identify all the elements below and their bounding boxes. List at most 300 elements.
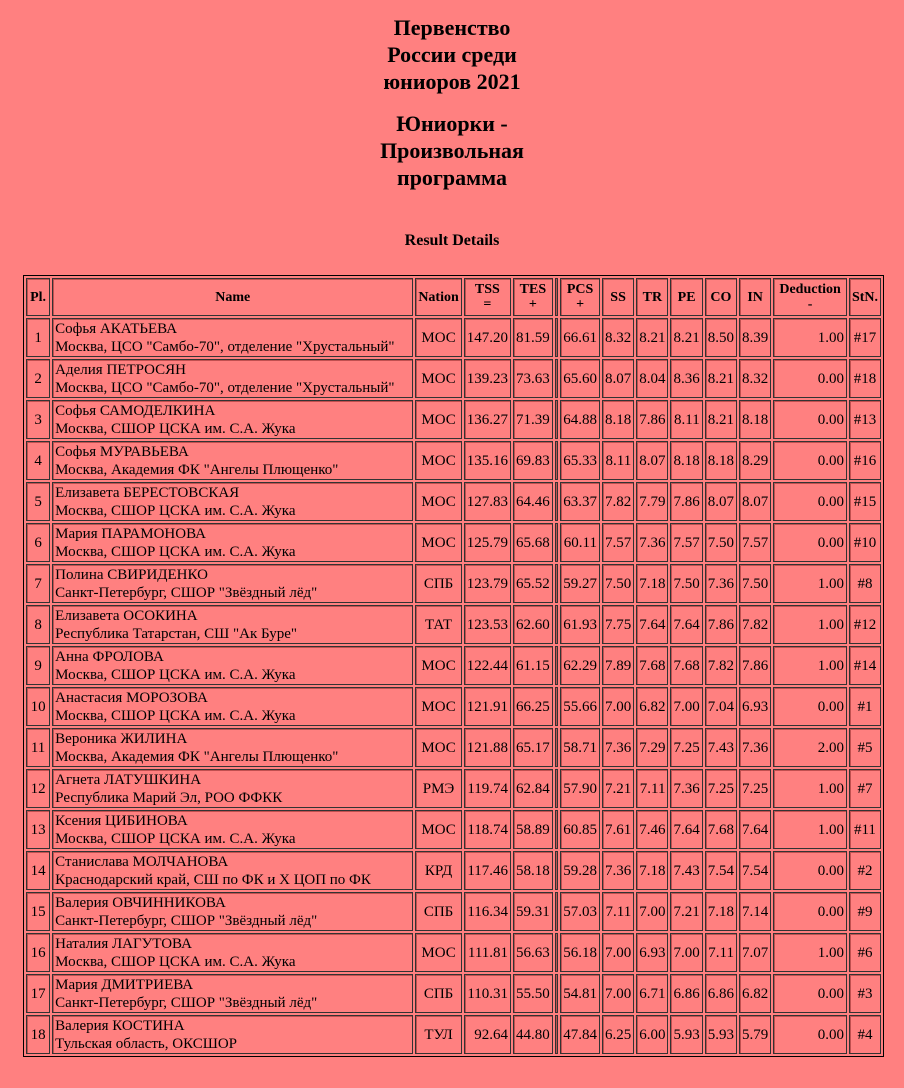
skater-cell [52, 441, 413, 480]
deduction-cell: 1.00 [773, 318, 847, 357]
deduction-cell: 1.00 [773, 810, 847, 849]
col-name: Name [52, 278, 413, 316]
tr-cell: 6.93 [636, 933, 668, 972]
table-row [26, 769, 881, 808]
spacer-cell [555, 687, 558, 726]
deduction-cell: 2.00 [773, 728, 847, 767]
tes-cell: 59.31 [513, 892, 553, 931]
tr-cell: 7.18 [636, 564, 668, 603]
in-cell: 7.54 [739, 851, 771, 890]
results-table [23, 275, 884, 1057]
spacer-cell [555, 523, 558, 562]
tr-cell: 7.29 [636, 728, 668, 767]
tes-cell: 58.18 [513, 851, 553, 890]
pcs-cell: 60.85 [560, 810, 600, 849]
pcs-cell: 47.84 [560, 1015, 600, 1054]
col-stn: StN. [849, 278, 881, 316]
co-cell: 7.18 [705, 892, 737, 931]
nation-cell: МОС [415, 482, 461, 521]
col-nation: Nation [415, 278, 461, 316]
skater-name: Наталия ЛАГУТОВА [55, 935, 192, 952]
table-row [26, 400, 881, 439]
in-cell: 7.14 [739, 892, 771, 931]
spacer-cell [555, 318, 558, 357]
spacer-cell [555, 1015, 558, 1054]
pe-cell: 7.43 [670, 851, 702, 890]
co-cell: 6.86 [705, 974, 737, 1013]
pcs-cell: 65.33 [560, 441, 600, 480]
skater-cell [52, 687, 413, 726]
tes-cell: 62.60 [513, 605, 553, 644]
pcs-cell: 55.66 [560, 687, 600, 726]
skater-club: Москва, Академия ФК "Ангелы Плющенко" [55, 461, 339, 478]
nation-cell: МОС [415, 933, 461, 972]
tss-cell: 92.64 [464, 1015, 511, 1054]
tes-cell: 73.63 [513, 359, 553, 398]
place-cell: 18 [26, 1015, 50, 1054]
tes-cell: 65.68 [513, 523, 553, 562]
spacer-cell [555, 851, 558, 890]
nation-cell: КРД [415, 851, 461, 890]
pe-cell: 7.64 [670, 605, 702, 644]
start-number-cell: #6 [849, 933, 881, 972]
spacer-cell [555, 728, 558, 767]
nation-cell: МОС [415, 441, 461, 480]
in-cell: 6.93 [739, 687, 771, 726]
tr-cell: 7.86 [636, 400, 668, 439]
nation-cell: МОС [415, 728, 461, 767]
skater-cell [52, 605, 413, 644]
place-cell: 14 [26, 851, 50, 890]
skater-club: Москва, ЦСО "Самбо-70", отделение "Хрустальный" [55, 338, 395, 355]
deduction-cell: 0.00 [773, 400, 847, 439]
start-number-cell: #16 [849, 441, 881, 480]
spacer-cell [555, 646, 558, 685]
pe-cell: 7.21 [670, 892, 702, 931]
in-cell: 5.79 [739, 1015, 771, 1054]
col-deduction: Deduction - [773, 278, 847, 316]
pcs-cell: 60.11 [560, 523, 600, 562]
tss-cell: 116.34 [464, 892, 511, 931]
in-cell: 8.07 [739, 482, 771, 521]
segment-title: Юниорки - Произвольная программа [380, 111, 524, 190]
nation-cell: МОС [415, 687, 461, 726]
skater-cell [52, 974, 413, 1013]
tr-cell: 7.79 [636, 482, 668, 521]
co-cell: 8.18 [705, 441, 737, 480]
skater-name: Мария ПАРАМОНОВА [55, 525, 206, 542]
pcs-cell: 59.28 [560, 851, 600, 890]
nation-cell: РМЭ [415, 769, 461, 808]
skater-name: Вероника ЖИЛИНА [55, 730, 188, 747]
place-cell: 5 [26, 482, 50, 521]
nation-cell: СПБ [415, 564, 461, 603]
table-row [26, 564, 881, 603]
skater-cell [52, 646, 413, 685]
co-cell: 7.50 [705, 523, 737, 562]
tr-cell: 7.64 [636, 605, 668, 644]
start-number-cell: #3 [849, 974, 881, 1013]
col-co: CO [705, 278, 737, 316]
deduction-cell: 0.00 [773, 1015, 847, 1054]
skater-cell [52, 810, 413, 849]
pe-cell: 8.36 [670, 359, 702, 398]
ss-cell: 8.07 [602, 359, 634, 398]
nation-cell: МОС [415, 646, 461, 685]
tss-cell: 111.81 [464, 933, 511, 972]
ss-cell: 8.18 [602, 400, 634, 439]
tes-cell: 62.84 [513, 769, 553, 808]
ss-cell: 7.21 [602, 769, 634, 808]
skater-cell [52, 400, 413, 439]
pe-cell: 5.93 [670, 1015, 702, 1054]
skater-club: Москва, ЦСО "Самбо-70", отделение "Хрустальный" [55, 379, 395, 396]
tes-cell: 81.59 [513, 318, 553, 357]
tr-cell: 7.68 [636, 646, 668, 685]
tss-cell: 135.16 [464, 441, 511, 480]
start-number-cell: #12 [849, 605, 881, 644]
skater-name: Валерия КОСТИНА [55, 1017, 185, 1034]
table-row [26, 1015, 881, 1054]
place-cell: 8 [26, 605, 50, 644]
deduction-cell: 0.00 [773, 974, 847, 1013]
place-cell: 6 [26, 523, 50, 562]
pcs-cell: 63.37 [560, 482, 600, 521]
ss-cell: 7.36 [602, 728, 634, 767]
pe-cell: 7.64 [670, 810, 702, 849]
place-cell: 2 [26, 359, 50, 398]
skater-club: Москва, Академия ФК "Ангелы Плющенко" [55, 748, 339, 765]
co-cell: 7.04 [705, 687, 737, 726]
skater-club: Республика Татарстан, СШ "Ак Буре" [55, 625, 298, 642]
tes-cell: 65.52 [513, 564, 553, 603]
table-row [26, 728, 881, 767]
tss-cell: 121.88 [464, 728, 511, 767]
co-cell: 7.54 [705, 851, 737, 890]
ss-cell: 8.32 [602, 318, 634, 357]
skater-name: Станислава МОЛЧАНОВА [55, 853, 229, 870]
deduction-cell: 0.00 [773, 441, 847, 480]
skater-club: Москва, СШОР ЦСКА им. С.А. Жука [55, 707, 296, 724]
start-number-cell: #17 [849, 318, 881, 357]
place-cell: 10 [26, 687, 50, 726]
tes-cell: 66.25 [513, 687, 553, 726]
place-cell: 1 [26, 318, 50, 357]
skater-club: Краснодарский край, СШ по ФК и Х ЦОП по ФК [55, 871, 371, 888]
tes-cell: 71.39 [513, 400, 553, 439]
pe-cell: 8.11 [670, 400, 702, 439]
ss-cell: 7.36 [602, 851, 634, 890]
pe-cell: 7.00 [670, 933, 702, 972]
place-cell: 7 [26, 564, 50, 603]
pe-cell: 7.00 [670, 687, 702, 726]
skater-club: Москва, СШОР ЦСКА им. С.А. Жука [55, 666, 296, 683]
deduction-cell: 0.00 [773, 687, 847, 726]
col-spacer [555, 278, 558, 316]
ss-cell: 7.61 [602, 810, 634, 849]
ss-cell: 7.50 [602, 564, 634, 603]
tss-cell: 123.79 [464, 564, 511, 603]
table-row [26, 933, 881, 972]
pcs-cell: 66.61 [560, 318, 600, 357]
skater-name: Полина СВИРИДЕНКО [55, 566, 208, 583]
skater-name: Агнета ЛАТУШКИНА [55, 771, 202, 788]
table-row [26, 974, 881, 1013]
pcs-cell: 64.88 [560, 400, 600, 439]
place-cell: 3 [26, 400, 50, 439]
co-cell: 7.11 [705, 933, 737, 972]
skater-name: Елизавета БЕРЕСТОВСКАЯ [55, 484, 240, 501]
start-number-cell: #14 [849, 646, 881, 685]
tss-cell: 119.74 [464, 769, 511, 808]
skater-cell [52, 564, 413, 603]
page-header [0, 14, 904, 251]
spacer-cell [555, 974, 558, 1013]
skater-name: Софья САМОДЕЛКИНА [55, 402, 216, 419]
tr-cell: 8.04 [636, 359, 668, 398]
nation-cell: МОС [415, 359, 461, 398]
tss-cell: 147.20 [464, 318, 511, 357]
nation-cell: МОС [415, 810, 461, 849]
in-cell: 7.07 [739, 933, 771, 972]
col-pl: Pl. [26, 278, 50, 316]
nation-cell: МОС [415, 523, 461, 562]
in-cell: 8.18 [739, 400, 771, 439]
pe-cell: 7.36 [670, 769, 702, 808]
col-in: IN [739, 278, 771, 316]
skater-name: Софья АКАТЬЕВА [55, 320, 178, 337]
table-row [26, 482, 881, 521]
pe-cell: 7.86 [670, 482, 702, 521]
skater-club: Москва, СШОР ЦСКА им. С.А. Жука [55, 420, 296, 437]
deduction-cell: 1.00 [773, 646, 847, 685]
skater-cell [52, 523, 413, 562]
in-cell: 8.39 [739, 318, 771, 357]
pcs-cell: 56.18 [560, 933, 600, 972]
place-cell: 11 [26, 728, 50, 767]
section-title: Result Details [404, 232, 500, 249]
col-tes: TES + [513, 278, 553, 316]
tss-cell: 117.46 [464, 851, 511, 890]
co-cell: 7.25 [705, 769, 737, 808]
place-cell: 15 [26, 892, 50, 931]
table-row [26, 851, 881, 890]
deduction-cell: 1.00 [773, 769, 847, 808]
skater-club: Санкт-Петербург, СШОР "Звёздный лёд" [55, 584, 318, 601]
skater-club: Москва, СШОР ЦСКА им. С.А. Жука [55, 502, 296, 519]
spacer-cell [555, 482, 558, 521]
place-cell: 13 [26, 810, 50, 849]
co-cell: 8.50 [705, 318, 737, 357]
spacer-cell [555, 564, 558, 603]
tes-cell: 58.89 [513, 810, 553, 849]
tes-cell: 44.80 [513, 1015, 553, 1054]
ss-cell: 7.89 [602, 646, 634, 685]
nation-cell: МОС [415, 400, 461, 439]
start-number-cell: #1 [849, 687, 881, 726]
skater-name: Анна ФРОЛОВА [55, 648, 164, 665]
co-cell: 7.82 [705, 646, 737, 685]
tss-cell: 136.27 [464, 400, 511, 439]
spacer-cell [555, 359, 558, 398]
in-cell: 7.57 [739, 523, 771, 562]
skater-cell [52, 933, 413, 972]
skater-cell [52, 851, 413, 890]
ss-cell: 6.25 [602, 1015, 634, 1054]
tes-cell: 61.15 [513, 646, 553, 685]
pe-cell: 7.25 [670, 728, 702, 767]
pe-cell: 8.21 [670, 318, 702, 357]
skater-cell [52, 892, 413, 931]
start-number-cell: #8 [849, 564, 881, 603]
pe-cell: 7.68 [670, 646, 702, 685]
table-row [26, 687, 881, 726]
results-body [26, 318, 881, 1054]
ss-cell: 7.00 [602, 933, 634, 972]
tr-cell: 6.71 [636, 974, 668, 1013]
tr-cell: 8.07 [636, 441, 668, 480]
deduction-cell: 0.00 [773, 359, 847, 398]
start-number-cell: #10 [849, 523, 881, 562]
tes-cell: 69.83 [513, 441, 553, 480]
deduction-cell: 1.00 [773, 605, 847, 644]
co-cell: 7.43 [705, 728, 737, 767]
place-cell: 9 [26, 646, 50, 685]
col-pe: PE [670, 278, 702, 316]
tr-cell: 6.00 [636, 1015, 668, 1054]
tes-cell: 56.63 [513, 933, 553, 972]
deduction-cell: 0.00 [773, 851, 847, 890]
start-number-cell: #4 [849, 1015, 881, 1054]
in-cell: 7.86 [739, 646, 771, 685]
table-row [26, 810, 881, 849]
tr-cell: 6.82 [636, 687, 668, 726]
tr-cell: 7.18 [636, 851, 668, 890]
pe-cell: 8.18 [670, 441, 702, 480]
spacer-cell [555, 400, 558, 439]
col-tss: TSS = [464, 278, 511, 316]
tr-cell: 7.00 [636, 892, 668, 931]
ss-cell: 7.75 [602, 605, 634, 644]
tss-cell: 118.74 [464, 810, 511, 849]
tss-cell: 127.83 [464, 482, 511, 521]
deduction-cell: 0.00 [773, 892, 847, 931]
ss-cell: 8.11 [602, 441, 634, 480]
tss-cell: 139.23 [464, 359, 511, 398]
tr-cell: 7.46 [636, 810, 668, 849]
event-title: Первенство России среди юниоров 2021 [383, 15, 521, 94]
table-row [26, 523, 881, 562]
start-number-cell: #18 [849, 359, 881, 398]
deduction-cell: 1.00 [773, 564, 847, 603]
place-cell: 16 [26, 933, 50, 972]
spacer-cell [555, 892, 558, 931]
in-cell: 6.82 [739, 974, 771, 1013]
pcs-cell: 57.90 [560, 769, 600, 808]
spacer-cell [555, 810, 558, 849]
nation-cell: ТУЛ [415, 1015, 461, 1054]
skater-club: Санкт-Петербург, СШОР "Звёздный лёд" [55, 994, 318, 1011]
skater-cell [52, 482, 413, 521]
ss-cell: 7.82 [602, 482, 634, 521]
in-cell: 7.25 [739, 769, 771, 808]
skater-club: Москва, СШОР ЦСКА им. С.А. Жука [55, 953, 296, 970]
col-ss: SS [602, 278, 634, 316]
col-pcs: PCS + [560, 278, 600, 316]
pcs-cell: 58.71 [560, 728, 600, 767]
skater-club: Республика Марий Эл, РОО ФФКК [55, 789, 283, 806]
skater-cell [52, 359, 413, 398]
table-row [26, 441, 881, 480]
tr-cell: 7.11 [636, 769, 668, 808]
tr-cell: 7.36 [636, 523, 668, 562]
co-cell: 7.36 [705, 564, 737, 603]
table-row [26, 605, 881, 644]
skater-cell [52, 728, 413, 767]
skater-cell [52, 1015, 413, 1054]
place-cell: 12 [26, 769, 50, 808]
start-number-cell: #7 [849, 769, 881, 808]
nation-cell: СПБ [415, 892, 461, 931]
tss-cell: 110.31 [464, 974, 511, 1013]
ss-cell: 7.00 [602, 687, 634, 726]
nation-cell: ТАТ [415, 605, 461, 644]
deduction-cell: 1.00 [773, 933, 847, 972]
skater-name: Анастасия МОРОЗОВА [55, 689, 208, 706]
start-number-cell: #13 [849, 400, 881, 439]
co-cell: 8.21 [705, 359, 737, 398]
skater-name: Елизавета ОСОКИНА [55, 607, 198, 624]
skater-cell [52, 318, 413, 357]
start-number-cell: #9 [849, 892, 881, 931]
deduction-cell: 0.00 [773, 523, 847, 562]
start-number-cell: #2 [849, 851, 881, 890]
skater-name: Ксения ЦИБИНОВА [55, 812, 188, 829]
in-cell: 7.82 [739, 605, 771, 644]
in-cell: 8.29 [739, 441, 771, 480]
skater-club: Москва, СШОР ЦСКА им. С.А. Жука [55, 830, 296, 847]
place-cell: 4 [26, 441, 50, 480]
table-row [26, 646, 881, 685]
in-cell: 7.36 [739, 728, 771, 767]
nation-cell: СПБ [415, 974, 461, 1013]
start-number-cell: #15 [849, 482, 881, 521]
tss-cell: 121.91 [464, 687, 511, 726]
deduction-cell: 0.00 [773, 482, 847, 521]
pe-cell: 7.57 [670, 523, 702, 562]
spacer-cell [555, 769, 558, 808]
skater-name: Софья МУРАВЬЕВА [55, 443, 189, 460]
skater-cell [52, 769, 413, 808]
start-number-cell: #11 [849, 810, 881, 849]
pcs-cell: 54.81 [560, 974, 600, 1013]
ss-cell: 7.11 [602, 892, 634, 931]
col-tr: TR [636, 278, 668, 316]
pcs-cell: 65.60 [560, 359, 600, 398]
spacer-cell [555, 441, 558, 480]
spacer-cell [555, 605, 558, 644]
skater-name: Мария ДМИТРИЕВА [55, 976, 194, 993]
tss-cell: 123.53 [464, 605, 511, 644]
table-row [26, 892, 881, 931]
nation-cell: МОС [415, 318, 461, 357]
skater-club: Тульская область, ОКСШОР [55, 1035, 238, 1052]
spacer-cell [555, 933, 558, 972]
in-cell: 7.50 [739, 564, 771, 603]
tr-cell: 8.21 [636, 318, 668, 357]
pcs-cell: 62.29 [560, 646, 600, 685]
pcs-cell: 59.27 [560, 564, 600, 603]
